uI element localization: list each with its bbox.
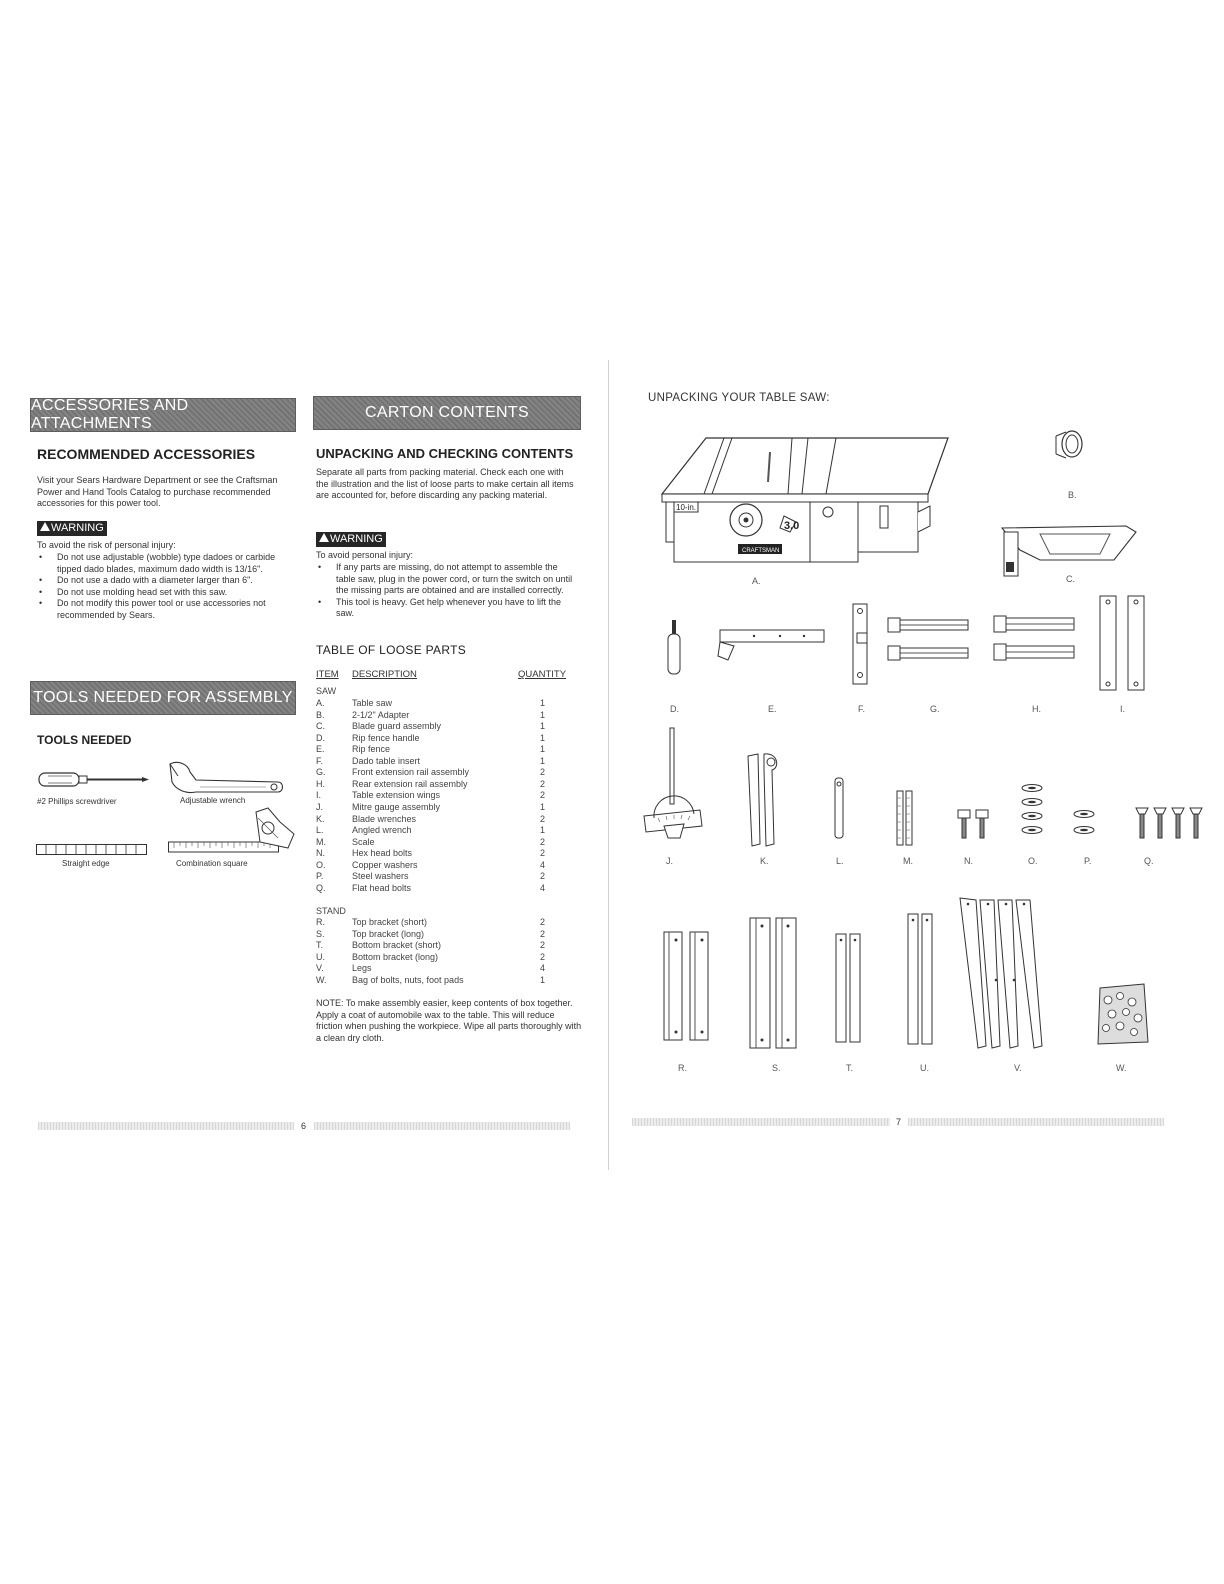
- part-label-r: R.: [678, 1063, 687, 1073]
- bottom-bracket-long-illustration: [906, 912, 936, 1046]
- parts-row-qty: 1: [540, 744, 546, 755]
- banner-carton-contents: CARTON CONTENTS: [313, 396, 581, 430]
- parts-row-item: P.: [316, 871, 324, 882]
- parts-row-item: L.: [316, 825, 324, 836]
- parts-row-item: T.: [316, 940, 324, 951]
- parts-row-qty: 1: [540, 801, 546, 812]
- extension-wings-illustration: [1098, 594, 1156, 692]
- parts-row-qty: 1: [540, 825, 546, 836]
- parts-row-item: O.: [316, 859, 326, 870]
- part-label-g: G.: [930, 704, 940, 714]
- warning-list-accessories: [37, 552, 299, 621]
- parts-row-desc: Mitre gauge assembly: [352, 801, 441, 812]
- parts-row-qty: 1: [540, 732, 546, 743]
- parts-row-item: N.: [316, 848, 325, 859]
- combination-square-icon: [168, 808, 296, 856]
- warning-intro-accessories: To avoid the risk of personal injury:: [37, 540, 176, 550]
- parts-row-qty: 2: [540, 951, 546, 962]
- front-rail-illustration: [884, 616, 970, 666]
- warning-list-carton: [316, 562, 578, 620]
- table-of-loose-parts-title: TABLE OF LOOSE PARTS: [316, 643, 467, 657]
- parts-row-desc: 2-1/2" Adapter: [352, 709, 410, 720]
- part-label-u: U.: [920, 1063, 929, 1073]
- parts-row-item: W.: [316, 974, 327, 985]
- parts-row-item: F.: [316, 755, 324, 766]
- part-label-t: T.: [846, 1063, 854, 1073]
- parts-row-qty: 1: [540, 698, 546, 708]
- dado-insert-illustration: [852, 603, 868, 685]
- adjustable-wrench-icon: [166, 760, 286, 796]
- parts-row-qty: 2: [540, 917, 546, 927]
- recommended-accessories-text: Visit your Sears Hardware Department or see the Craftsman Power and Hand Tools Catalog to purchase recommended accessories for this power tool.: [37, 475, 278, 508]
- parts-row-qty: 2: [540, 813, 546, 824]
- top-bracket-short-illustration: [662, 930, 714, 1044]
- parts-row-item: M.: [316, 836, 326, 847]
- parts-row-item: J.: [316, 801, 324, 812]
- parts-row-qty: 2: [540, 928, 546, 939]
- warning-item: • Do not modify this power tool or use accessories not recommended by Sears.: [37, 598, 299, 621]
- bottom-bracket-short-illustration: [834, 932, 864, 1044]
- warning-item: • Do not use adjustable (wobble) type dadoes or carbide tipped dado blades, maximum dado width is 13/16".: [37, 552, 299, 575]
- copper-washers-illustration: [1018, 782, 1046, 838]
- parts-row-item: D.: [316, 732, 325, 743]
- parts-row-desc: Table extension wings: [352, 790, 441, 801]
- warning-intro-carton: To avoid personal injury:: [316, 550, 414, 560]
- part-label-a: A.: [752, 576, 761, 586]
- warning-badge-carton: [316, 532, 386, 547]
- parts-row-desc: Bottom bracket (long): [352, 951, 439, 962]
- parts-row-desc: Dado table insert: [352, 755, 421, 766]
- straight-edge-icon: [36, 844, 148, 856]
- parts-row-item: E.: [316, 744, 325, 755]
- column-header-quantity: QUANTITY: [518, 669, 567, 680]
- part-label-e: E.: [768, 704, 777, 714]
- parts-row-desc: Table saw: [352, 698, 393, 708]
- saw-hp-label: 3.0: [784, 520, 800, 532]
- parts-row-desc: Bottom bracket (short): [352, 940, 442, 951]
- note-text: NOTE: To make assembly easier, keep contents of box together. Apply a coat of automobile wax to the table. This will reduce friction when pushing the workpiece. Wipe all parts thoroughly with a clean dry cloth.: [316, 998, 582, 1043]
- banner-tools-needed: TOOLS NEEDED FOR ASSEMBLY: [30, 681, 296, 715]
- parts-row-desc: Scale: [352, 836, 375, 847]
- part-label-i: I.: [1120, 704, 1126, 714]
- angled-wrench-illustration: [832, 776, 846, 840]
- parts-row-desc: Rip fence: [352, 744, 391, 755]
- page-fold-divider: [608, 360, 609, 1170]
- parts-row-item: A.: [316, 698, 325, 708]
- recommended-accessories-title: RECOMMENDED ACCESSORIES: [37, 446, 256, 462]
- parts-row-qty: 2: [540, 790, 546, 801]
- saw-size-label: 10-in.: [676, 503, 697, 512]
- parts-row-item: C.: [316, 721, 325, 732]
- column-header-item: ITEM: [316, 669, 339, 680]
- parts-row-desc: Blade wrenches: [352, 813, 417, 824]
- parts-row-item: G.: [316, 767, 326, 778]
- parts-row-qty: 2: [540, 778, 546, 789]
- part-label-f: F.: [858, 704, 866, 714]
- flat-head-bolts-illustration: [1134, 806, 1204, 840]
- warning-item: • Do not use molding head set with this saw.: [37, 587, 299, 599]
- parts-row-qty: 4: [540, 882, 546, 893]
- parts-row-desc: Copper washers: [352, 859, 418, 870]
- rip-fence-handle-illustration: [664, 620, 684, 676]
- part-label-d: D.: [670, 704, 679, 714]
- parts-row-item: Q.: [316, 882, 326, 893]
- parts-row-qty: 1: [540, 721, 546, 732]
- parts-row-item: U.: [316, 951, 325, 962]
- tools-needed-title: TOOLS NEEDED: [37, 733, 132, 747]
- part-label-w: W.: [1116, 1063, 1127, 1073]
- part-label-b: B.: [1068, 490, 1077, 500]
- parts-row-desc: Blade guard assembly: [352, 721, 442, 732]
- part-label-h: H.: [1032, 704, 1041, 714]
- tool-caption-wrench: Adjustable wrench: [180, 796, 246, 805]
- saw-brand-label: CRAFTSMAN: [742, 548, 780, 554]
- warning-label: WARNING: [330, 533, 383, 545]
- part-label-p: P.: [1084, 856, 1092, 866]
- warning-triangle-icon: [40, 522, 50, 531]
- parts-row-qty: 2: [540, 940, 546, 951]
- parts-row-item: R.: [316, 917, 325, 927]
- parts-row-desc: Rear extension rail assembly: [352, 778, 468, 789]
- tool-caption-straight-edge: Straight edge: [62, 859, 110, 868]
- footer-bar-right-a: [632, 1118, 890, 1126]
- parts-row-item: H.: [316, 778, 325, 789]
- column-header-description: DESCRIPTION: [352, 669, 417, 680]
- unpacking-checking-text: Separate all parts from packing material. Check each one with the illustration and the list of loose parts to make certain all items are accounted for, before discarding any packing material.: [316, 467, 574, 500]
- rear-rail-illustration: [990, 614, 1076, 666]
- footer-bar-right-b: [908, 1118, 1164, 1126]
- parts-row-qty: 1: [540, 755, 546, 766]
- parts-row-desc: Front extension rail assembly: [352, 767, 470, 778]
- parts-row-item: S.: [316, 928, 325, 939]
- page-number-right: 7: [896, 1117, 902, 1127]
- hardware-bag-illustration: [1094, 982, 1150, 1048]
- parts-row-qty: 2: [540, 836, 546, 847]
- parts-row-qty: 1: [540, 974, 546, 985]
- part-label-l: L.: [836, 856, 844, 866]
- parts-row-desc: Bag of bolts, nuts, foot pads: [352, 974, 464, 985]
- part-label-m: M.: [903, 856, 913, 866]
- banner-accessories: ACCESSORIES AND ATTACHMENTS: [30, 398, 296, 432]
- warning-item: • Do not use a dado with a diameter larger than 6".: [37, 575, 299, 587]
- parts-row-item: I.: [316, 790, 322, 801]
- table-saw-illustration: [660, 436, 950, 566]
- unpacking-your-table-saw-title: UNPACKING YOUR TABLE SAW:: [648, 392, 830, 404]
- part-label-o: O.: [1028, 856, 1038, 866]
- tool-caption-screwdriver: #2 Phillips screwdriver: [37, 797, 117, 806]
- parts-row-desc: Legs: [352, 963, 372, 974]
- steel-washers-illustration: [1070, 808, 1098, 836]
- parts-row-qty: 2: [540, 871, 546, 882]
- part-label-v: V.: [1014, 1063, 1022, 1073]
- footer-bar-middle: [314, 1122, 570, 1130]
- parts-row-desc: Hex head bolts: [352, 848, 413, 859]
- hex-head-bolts-illustration: [956, 808, 990, 840]
- parts-row-qty: 2: [540, 767, 546, 778]
- warning-item: • This tool is heavy. Get help whenever you have to lift the saw.: [316, 597, 578, 620]
- legs-illustration: [958, 896, 1050, 1052]
- tool-caption-combination-square: Combination square: [176, 859, 248, 868]
- parts-row-desc: Top bracket (short): [352, 917, 428, 927]
- part-label-j: J.: [666, 856, 674, 866]
- group-label-stand: STAND: [316, 906, 346, 916]
- warning-item: • If any parts are missing, do not attempt to assemble the table saw, plug in the power cord, or turn the switch on until the missing parts are obtained and are installed correctly.: [316, 562, 578, 597]
- mitre-gauge-illustration: [640, 726, 706, 840]
- warning-badge-accessories: [37, 521, 107, 536]
- parts-row-item: V.: [316, 963, 324, 974]
- parts-row-qty: 4: [540, 963, 546, 974]
- adapter-illustration: [1052, 430, 1084, 466]
- parts-row-item: B.: [316, 709, 325, 720]
- blade-wrenches-illustration: [744, 750, 784, 850]
- blade-guard-illustration: [1000, 520, 1140, 580]
- parts-row-desc: Rip fence handle: [352, 732, 420, 743]
- rip-fence-illustration: [714, 626, 828, 666]
- part-label-n: N.: [964, 856, 973, 866]
- part-label-c: C.: [1066, 574, 1075, 584]
- warning-label: WARNING: [51, 522, 104, 534]
- parts-row-desc: Top bracket (long): [352, 928, 425, 939]
- phillips-screwdriver-icon: [38, 770, 150, 790]
- parts-row-desc: Steel washers: [352, 871, 409, 882]
- page-number-left: 6: [301, 1121, 307, 1131]
- parts-row-item: K.: [316, 813, 325, 824]
- parts-row-qty: 1: [540, 709, 546, 720]
- scale-illustration: [896, 790, 914, 846]
- parts-row-qty: 4: [540, 859, 546, 870]
- part-label-q: Q.: [1144, 856, 1154, 866]
- top-bracket-long-illustration: [748, 916, 802, 1052]
- unpacking-checking-title: UNPACKING AND CHECKING CONTENTS: [316, 446, 574, 461]
- warning-triangle-icon: [319, 533, 329, 542]
- group-label-saw: SAW: [316, 686, 337, 696]
- footer-bar-left: [38, 1122, 294, 1130]
- parts-row-qty: 2: [540, 848, 546, 859]
- parts-row-desc: Flat head bolts: [352, 882, 412, 893]
- parts-row-desc: Angled wrench: [352, 825, 412, 836]
- part-label-s: S.: [772, 1063, 781, 1073]
- part-label-k: K.: [760, 856, 769, 866]
